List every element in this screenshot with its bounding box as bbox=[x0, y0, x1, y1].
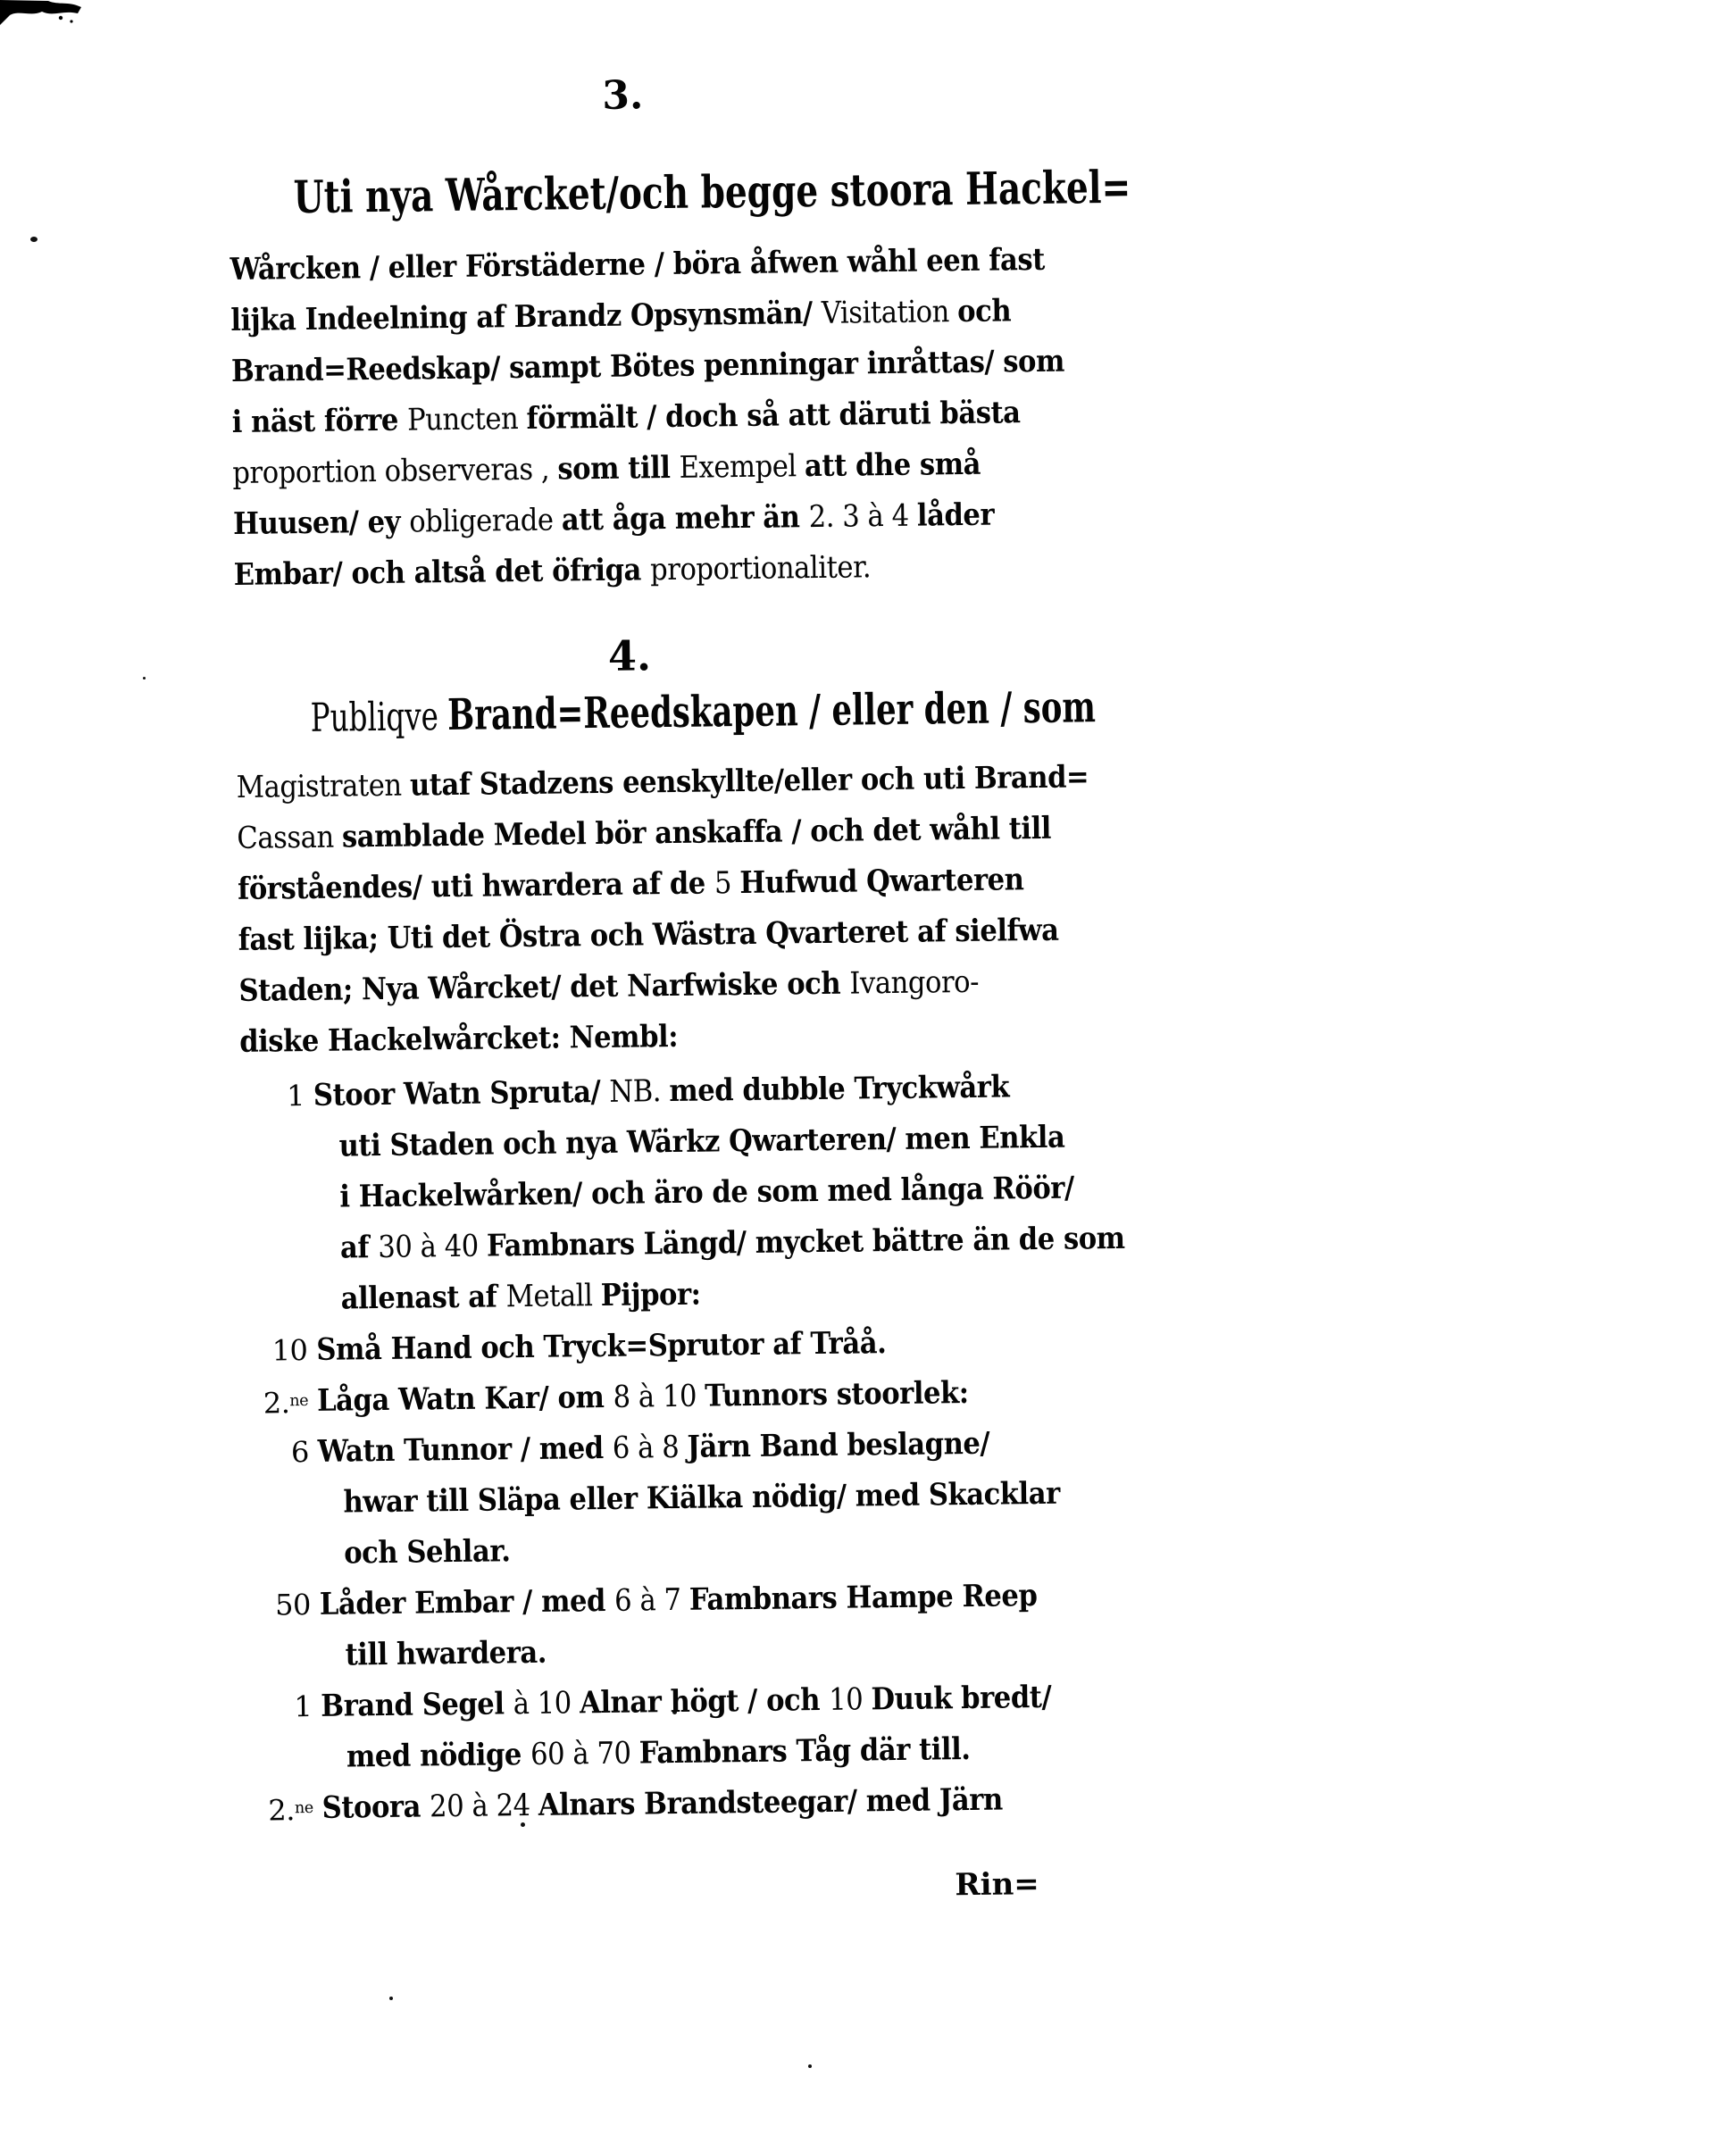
text-line: Stoora 20 à 24 Alnars Brandsteegar/ med Järn bbox=[321, 1781, 1003, 1826]
text-line: af 30 à 40 Fambnars Längd/ mycket bättre än de som bbox=[339, 1220, 1125, 1266]
section-4-lead-fraktur: Brand=Reedskapen / eller den / som bbox=[447, 682, 1097, 741]
catchword: Rin= bbox=[955, 1866, 1040, 1904]
text-line: hwar till Släpa eller Kiälka nödig/ med Skacklar bbox=[343, 1475, 1061, 1521]
text-line: i näst förre Puncten förmält / doch så att däruti bästa bbox=[231, 395, 1021, 440]
item-quantity: 1 bbox=[286, 1079, 305, 1113]
ink-smudge-icon bbox=[0, 0, 82, 34]
ink-speck bbox=[30, 237, 38, 242]
ink-speck bbox=[143, 677, 146, 680]
text-line: i Hackelwårken/ och äro de som med långa Röör/ bbox=[339, 1170, 1074, 1215]
text-line: allenast af Metall Pijpor: bbox=[340, 1276, 701, 1317]
inventory-item bbox=[274, 1571, 1038, 1681]
text-line: fast lijka; Uti det Östra och Wästra Qvarteret af sielfwa bbox=[238, 912, 1059, 958]
inventory-list bbox=[240, 1062, 1125, 1835]
text-line: lijka Indeelning af Brandz Opsynsmän/ Visitation och bbox=[230, 293, 1012, 338]
text-line: Watn Tunnor / med 6 à 8 Järn Band beslagne/ bbox=[317, 1425, 990, 1470]
inventory-item bbox=[294, 1672, 1052, 1783]
item-quantity-superscript: ne bbox=[294, 1798, 313, 1818]
text-line: Magistraten utaf Stadzens eenskyllte/eller och uti Brand= bbox=[236, 759, 1089, 805]
item-quantity-superscript: ne bbox=[289, 1392, 309, 1411]
text-line: Små Hand och Tryck=Sprutor af Tråå. bbox=[316, 1325, 887, 1368]
text-line: till hwardera. bbox=[345, 1634, 547, 1673]
text-line: och Sehlar. bbox=[343, 1533, 511, 1572]
section-4-lead-roman: Publiqve bbox=[310, 694, 448, 741]
text-line: Brand=Reedskap/ sampt Bötes penningar inråttas/ som bbox=[230, 343, 1065, 389]
inventory-item bbox=[263, 1367, 1034, 1427]
section-4-number: 4. bbox=[607, 631, 652, 680]
item-quantity: 1 bbox=[294, 1689, 313, 1724]
item-quantity: 6 bbox=[290, 1435, 310, 1470]
text-line: Cassan samblade Medel bör anskaffa / och det wåhl till bbox=[237, 810, 1052, 856]
text-line: Wårcken / eller Förstäderne / böra åfwen wåhl een fast bbox=[230, 241, 1046, 288]
text-line: diske Hackelwårcket: Nembl: bbox=[238, 1018, 679, 1060]
page-number: 3. bbox=[601, 72, 644, 119]
inventory-item bbox=[268, 1774, 1039, 1834]
text-line: Embar/ och altså det öfriga proportionaliter. bbox=[233, 549, 872, 593]
text-line: Brand Segel à 10 Alnar högt / och 10 Duuk bredt/ bbox=[321, 1679, 1052, 1724]
ink-speck bbox=[389, 1997, 393, 2000]
inventory-item bbox=[271, 1316, 1033, 1376]
ink-speck bbox=[808, 2064, 812, 2068]
item-quantity: 2.$^{ne}$ bbox=[268, 1793, 313, 1828]
inventory-item bbox=[290, 1418, 1061, 1580]
text-line: Låder Embar / med 6 à 7 Fambnars Hampe Reep bbox=[319, 1578, 1038, 1622]
text-line: med nödige 60 à 70 Fambnars Tåg där till. bbox=[346, 1730, 971, 1775]
text-line: Huusen/ ey obligerade att åga mehr än 2. 3 à 4 låder bbox=[232, 496, 995, 542]
text-line: proportion observeras , som till Exempel att dhe små bbox=[232, 446, 981, 491]
section-4-paragraph bbox=[236, 753, 1089, 1068]
section-3-heading: Uti nya Wårcket/och begge stoora Hackel= bbox=[293, 160, 1131, 224]
section-4-heading bbox=[310, 682, 1097, 755]
text-line: Staden; Nya Wårcket/ det Narfwiske och Ivangoro- bbox=[238, 963, 980, 1009]
item-quantity: 50 bbox=[274, 1587, 312, 1622]
inventory-item bbox=[286, 1062, 1125, 1325]
text-line: Låga Watn Kar/ om 8 à 10 Tunnors stoorlek: bbox=[316, 1374, 969, 1419]
text-line: Stoor Watn Spruta/ NB. med dubble Tryckwårk bbox=[313, 1069, 1010, 1113]
section-3-paragraph bbox=[230, 235, 1065, 601]
item-quantity: 2.$^{ne}$ bbox=[263, 1386, 309, 1421]
text-line: förståendes/ uti hwardera af de 5 Hufwud Qwarteren bbox=[237, 862, 1024, 907]
item-quantity: 10 bbox=[271, 1333, 308, 1368]
text-line: uti Staden och nya Wärkz Qwarteren/ men Enkla bbox=[338, 1119, 1065, 1164]
text-block bbox=[228, 69, 1131, 1912]
